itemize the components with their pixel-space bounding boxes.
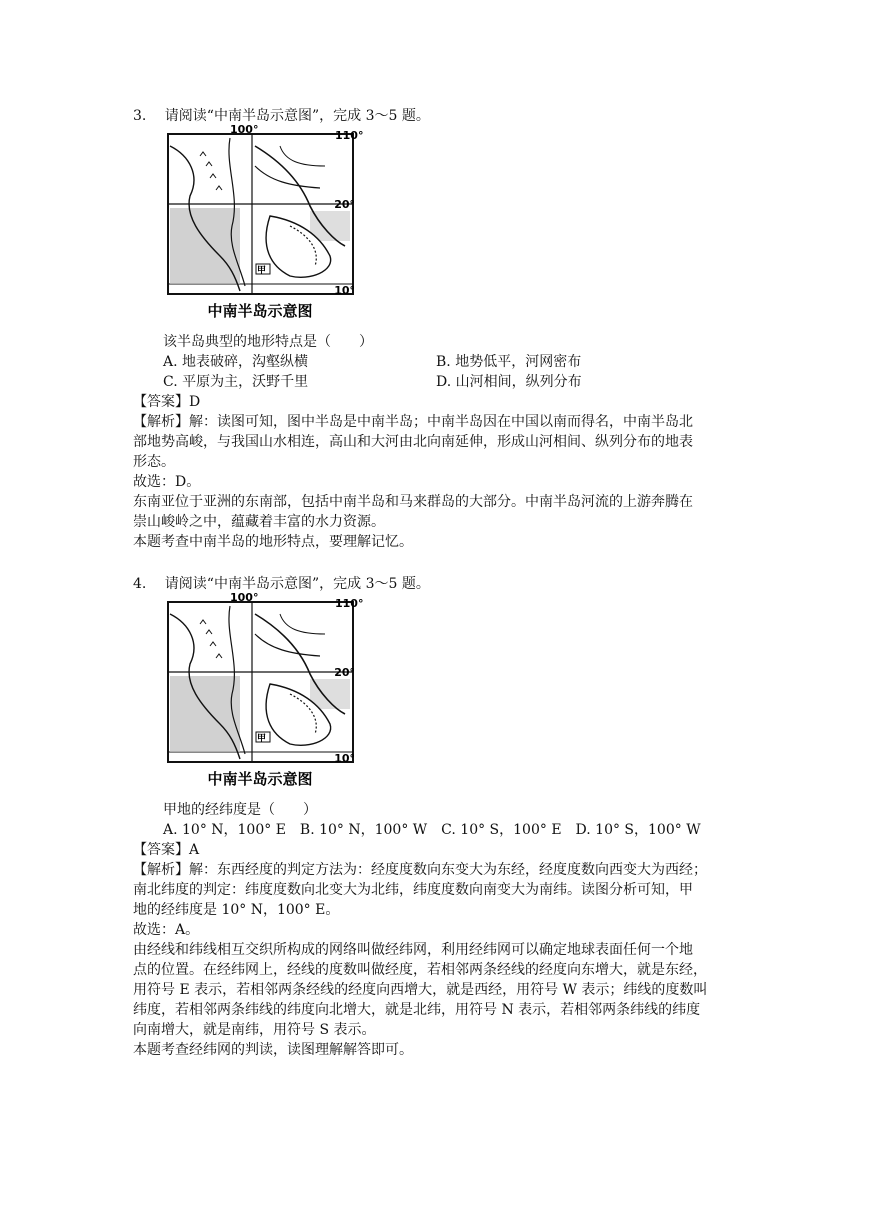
q3-title: 3. 请阅读“中南半岛示意图”，完成 3～5 题。	[133, 108, 430, 124]
q4-lat2-label: 10°	[334, 752, 355, 765]
q3-map-figure	[160, 123, 364, 320]
q3-marker-label: 甲	[257, 266, 267, 276]
q3-option-c: C. 平原为主，沃野千里	[163, 374, 309, 390]
q3-analysis-line: 崇山峻岭之中，蕴藏着丰富的水力资源。	[133, 514, 385, 530]
q3-analysis-line: 东南亚位于亚洲的东南部，包括中南半岛和马来群岛的大部分。中南半岛河流的上游奔腾在	[133, 494, 693, 510]
q4-answer: 【答案】A	[133, 842, 200, 858]
q4-lon2-label: 110°	[335, 597, 364, 610]
q4-analysis-line: 点的位置。在经纬网上，经线的度数叫做经度，若相邻两条经线的经度向东增大，就是东经，	[133, 962, 707, 978]
q3-map-caption: 中南半岛示意图	[207, 302, 313, 320]
q4-lat1-label: 20°	[334, 666, 355, 679]
q3-lon2-label: 110°	[335, 129, 364, 142]
q3-answer: 【答案】D	[133, 394, 201, 410]
q3-analysis-line: 部地势高峻，与我国山水相连，高山和大河由北向南延伸，形成山河相间、纵列分布的地表	[133, 434, 693, 450]
q4-analysis-line: 本题考查经纬网的判读，读图理解解答即可。	[133, 1042, 413, 1058]
q4-analysis-line: 地的经纬度是 10° N，100° E。	[133, 902, 340, 918]
q3-analysis-line: 本题考查中南半岛的地形特点，要理解记忆。	[133, 534, 413, 550]
q3-lon1-label: 100°	[230, 123, 259, 136]
q3-lat1-label: 20°	[334, 198, 355, 211]
q4-map-caption: 中南半岛示意图	[207, 770, 313, 788]
q4-analysis-line: 南北纬度的判定：纬度度数向北变大为北纬，纬度度数向南变大为南纬。读图分析可知，甲	[133, 882, 693, 898]
q4-options: A. 10° N，100° E B. 10° N，100° W C. 10° S，100° E D. 10° S，100° W	[163, 822, 701, 838]
q4-map-figure	[160, 591, 364, 788]
q4-analysis-line: 【解析】解：东西经度的判定方法为：经度度数向东变大为东经，经度度数向西变大为西经；	[133, 862, 707, 878]
q4-question: 甲地的经纬度是（ ）	[163, 802, 317, 818]
q3-option-b: B. 地势低平，河网密布	[436, 354, 582, 370]
q3-lat2-label: 10°	[334, 284, 355, 297]
q4-analysis-line: 故选：A。	[133, 922, 200, 938]
q3-option-d: D. 山河相间，纵列分布	[436, 374, 582, 390]
q4-marker-label: 甲	[257, 734, 267, 744]
q4-analysis-line: 由经线和纬线相互交织所构成的网络叫做经纬网，利用经纬网可以确定地球表面任何一个地	[133, 942, 693, 958]
q3-analysis-line: 【解析】解：读图可知，图中半岛是中南半岛；中南半岛因在中国以南而得名，中南半岛北	[133, 414, 693, 430]
q4-title: 4. 请阅读“中南半岛示意图”，完成 3～5 题。	[133, 576, 430, 592]
q4-lon1-label: 100°	[230, 591, 259, 604]
q3-analysis-line: 故选：D。	[133, 474, 201, 490]
q4-analysis-line: 向南增大，就是南纬，用符号 S 表示。	[133, 1022, 376, 1038]
q3-question: 该半岛典型的地形特点是（ ）	[163, 334, 373, 350]
q3-analysis-line: 形态。	[133, 454, 175, 470]
q4-analysis-line: 纬度，若相邻两条纬线的纬度向北增大，就是北纬，用符号 N 表示，若相邻两条纬线的纬度	[133, 1002, 701, 1018]
q3-option-a: A. 地表破碎，沟壑纵横	[163, 354, 309, 370]
q4-analysis-line: 用符号 E 表示，若相邻两条经线的经度向西增大，就是西经，用符号 W 表示；纬线的度数叫	[133, 982, 708, 998]
